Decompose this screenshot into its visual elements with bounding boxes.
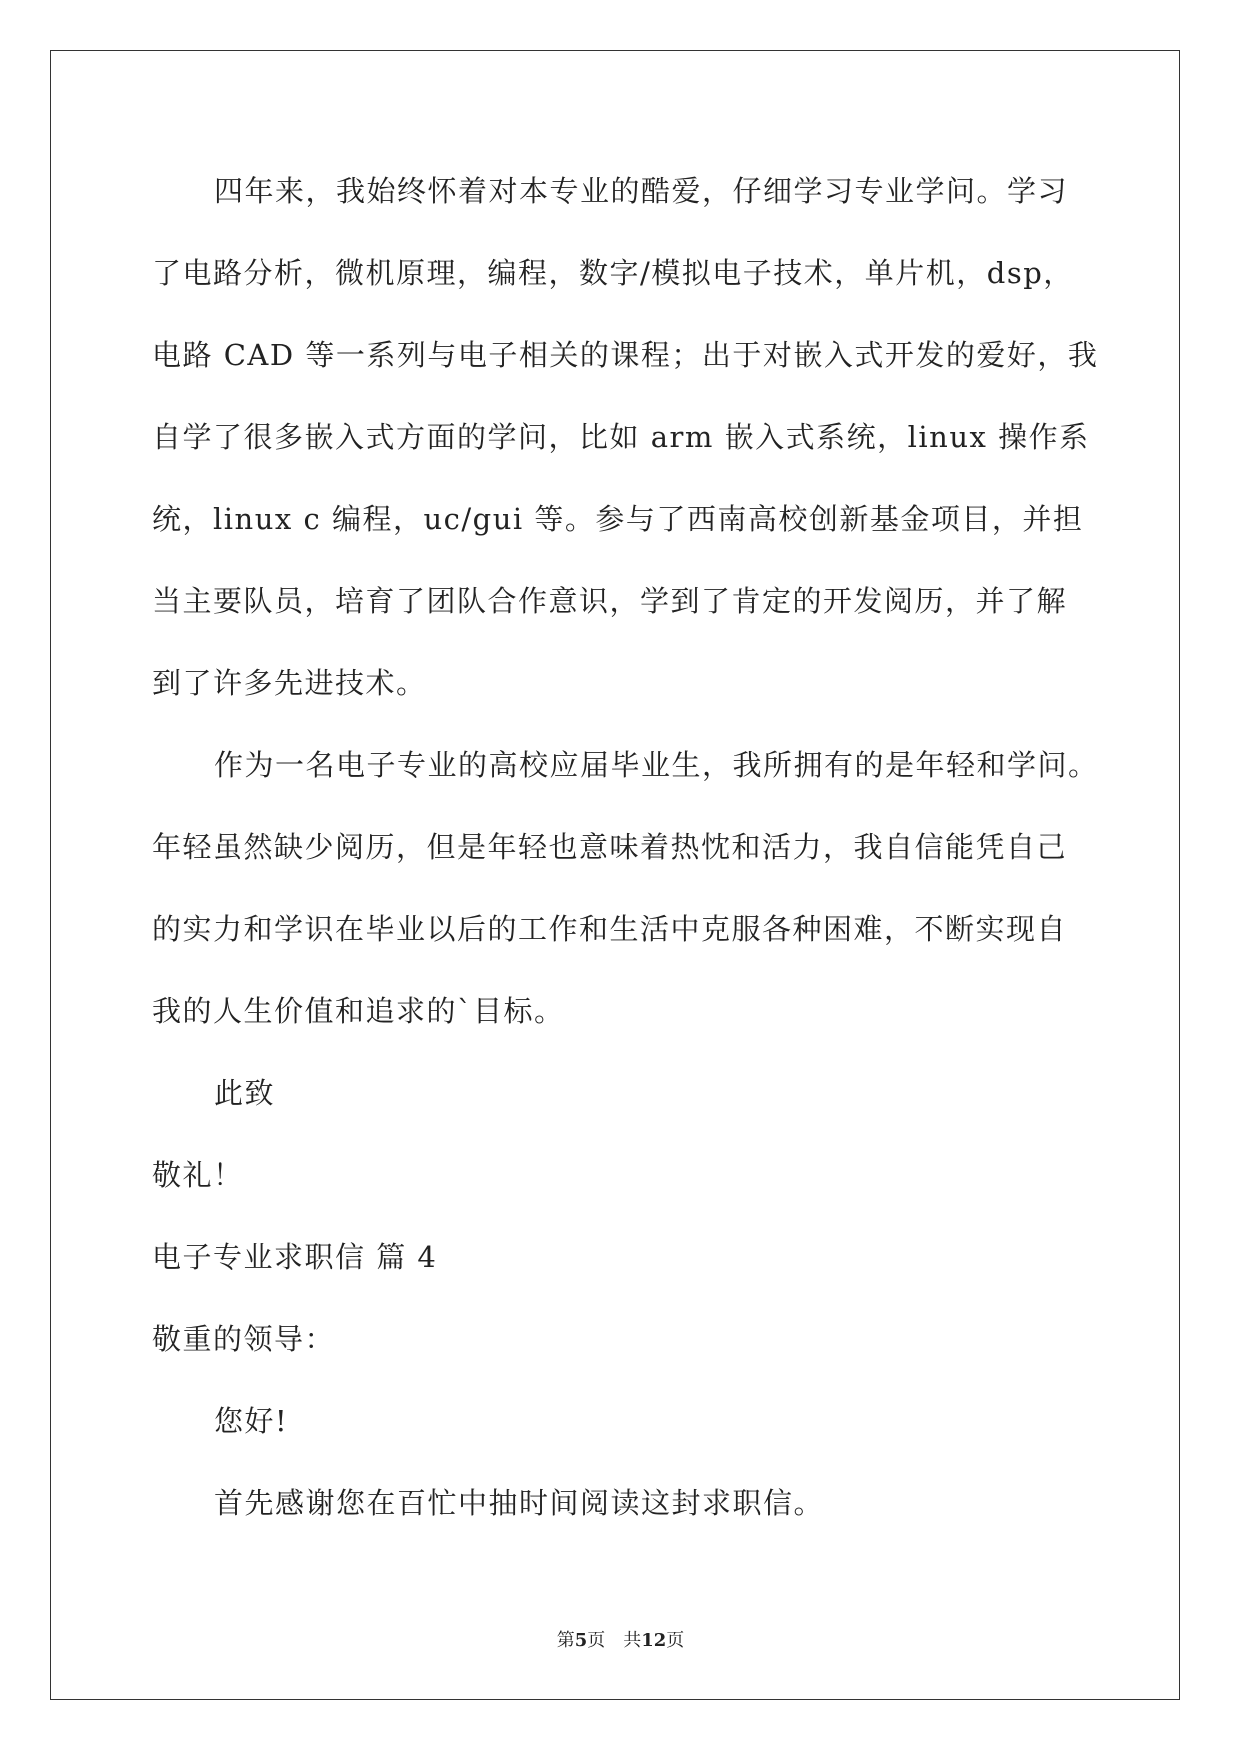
- body-line: 我的人生价值和追求的`目标。: [152, 994, 565, 1028]
- closing-regards: 敬礼！: [152, 1158, 244, 1192]
- footer-suffix: 页: [666, 1630, 685, 1651]
- body-line: 年轻虽然缺少阅历，但是年轻也意味着热忱和活力，我自信能凭自己: [152, 830, 1068, 864]
- body-line: 电路 CAD 等一系列与电子相关的课程；出于对嵌入式开发的爱好，我: [152, 338, 1099, 372]
- document-body: [152, 150, 1099, 1544]
- greeting-addressee: 敬重的领导：: [152, 1322, 336, 1356]
- footer-mid: 页 共: [587, 1630, 642, 1651]
- section-heading: 电子专业求职信 篇 4: [152, 1240, 438, 1274]
- body-line: 作为一名电子专业的高校应届毕业生，我所拥有的是年轻和学问。: [214, 748, 1099, 782]
- footer-page-number: 5: [574, 1630, 588, 1651]
- page-footer: [0, 1626, 1241, 1652]
- body-line: 的实力和学识在毕业以后的工作和生活中克服各种困难，不断实现自: [152, 912, 1068, 946]
- greeting-hello: 您好!: [214, 1404, 289, 1438]
- footer-total-pages: 12: [641, 1630, 667, 1651]
- body-line: 了电路分析，微机原理，编程，数字/模拟电子技术，单片机，dsp，: [152, 256, 1074, 290]
- footer-prefix: 第: [556, 1630, 575, 1651]
- body-line: 当主要队员，培育了团队合作意识，学到了肯定的开发阅历，并了解: [152, 584, 1068, 618]
- body-line: 首先感谢您在百忙中抽时间阅读这封求职信。: [214, 1486, 825, 1520]
- body-line: 自学了很多嵌入式方面的学问，比如 arm 嵌入式系统，linux 操作系: [152, 420, 1090, 454]
- closing-salutation: 此致: [214, 1076, 276, 1110]
- body-line: 四年来，我始终怀着对本专业的酷爱，仔细学习专业学问。学习: [214, 174, 1069, 208]
- body-line: 统，linux c 编程，uc/gui 等。参与了西南高校创新基金项目，并担: [152, 502, 1084, 536]
- body-line: 到了许多先进技术。: [152, 666, 427, 700]
